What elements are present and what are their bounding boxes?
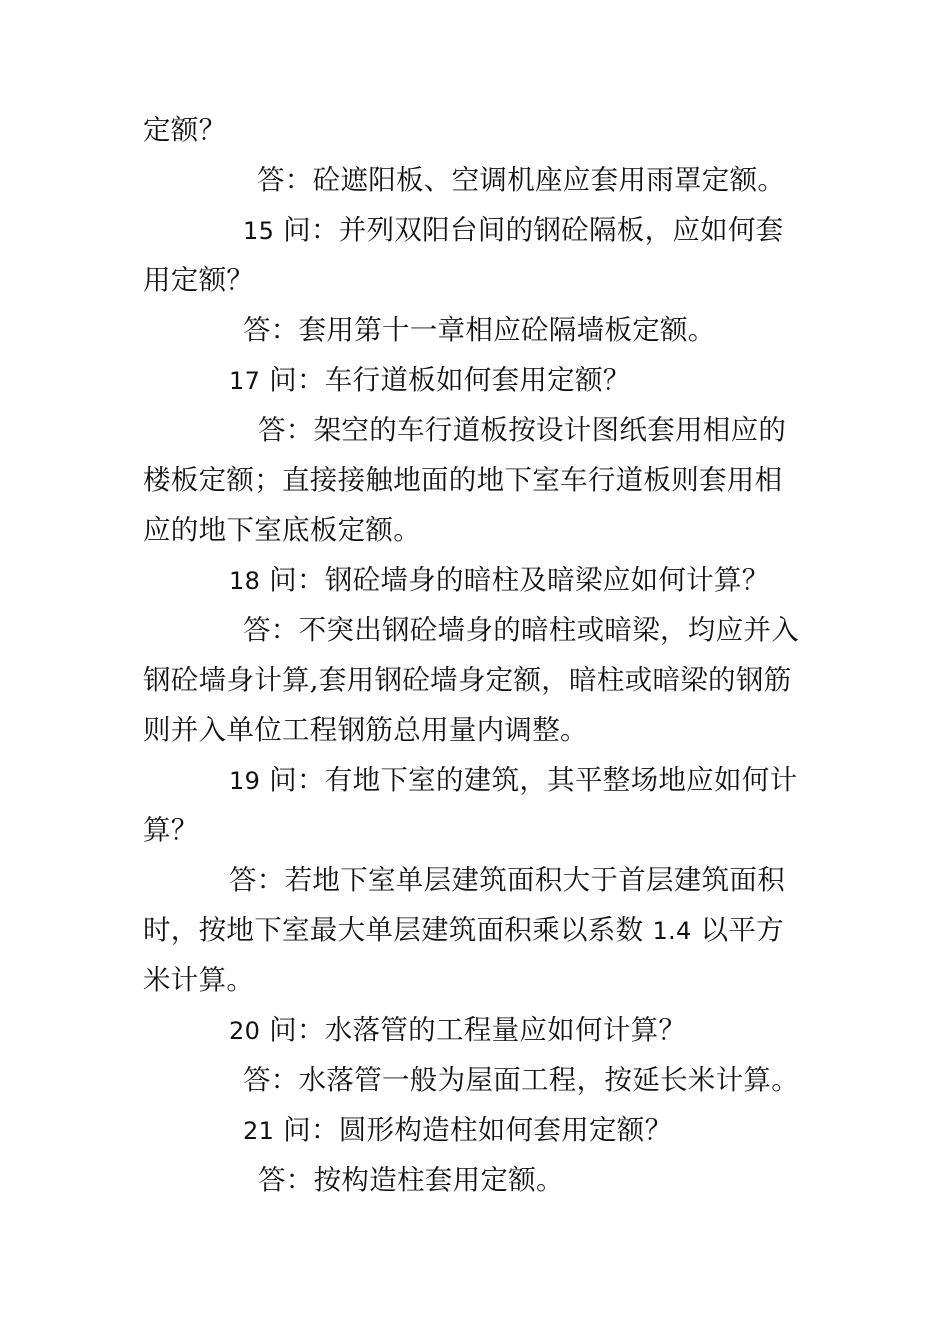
question-line bbox=[243, 1112, 672, 1149]
question-number: 21 bbox=[243, 1117, 275, 1145]
line-text: 用定额？ bbox=[143, 264, 255, 296]
question-line bbox=[229, 562, 770, 599]
line-text: 答：水落管一般为屋面工程，按延长米计算。 bbox=[243, 1064, 799, 1096]
line-text: 答：架空的车行道板按设计图纸套用相应的 bbox=[258, 414, 787, 446]
line-text: 问：车行道板如何套用定额？ bbox=[260, 364, 631, 396]
text-line bbox=[143, 662, 791, 698]
line-text: 钢砼墙身计算,套用钢砼墙身定额，暗柱或暗梁的钢筋 bbox=[143, 664, 792, 696]
text-line bbox=[143, 262, 254, 298]
question-number: 17 bbox=[229, 367, 261, 395]
text-line bbox=[143, 712, 588, 748]
text-line bbox=[143, 912, 784, 949]
line-text: 答：砼遮阳板、空调机座应套用雨罩定额。 bbox=[257, 164, 786, 196]
answer-line bbox=[258, 1162, 564, 1198]
coefficient-value: 1.4 bbox=[652, 917, 692, 945]
line-text: 楼板定额；直接接触地面的地下室车行道板则套用相 bbox=[143, 464, 783, 496]
line-text: 以平方 bbox=[691, 914, 784, 946]
line-text: 答：若地下室单层建筑面积大于首层建筑面积 bbox=[229, 864, 785, 896]
line-text: 时，按地下室最大单层建筑面积乘以系数 bbox=[143, 914, 653, 946]
text-line bbox=[143, 812, 199, 848]
line-text: 则并入单位工程钢筋总用量内调整。 bbox=[143, 714, 588, 746]
line-text: 答：按构造柱套用定额。 bbox=[258, 1164, 564, 1196]
answer-line bbox=[243, 1062, 799, 1098]
question-number: 18 bbox=[229, 567, 261, 595]
line-text: 答：套用第十一章相应砼隔墙板定额。 bbox=[243, 314, 716, 346]
text-line bbox=[143, 962, 254, 998]
answer-line bbox=[243, 612, 799, 648]
question-line bbox=[229, 1012, 686, 1049]
line-text: 问：水落管的工程量应如何计算？ bbox=[260, 1014, 687, 1046]
line-text: 应的地下室底板定额。 bbox=[143, 514, 421, 546]
line-text: 答：不突出钢砼墙身的暗柱或暗梁，均应并入 bbox=[243, 614, 799, 646]
line-text: 米计算。 bbox=[143, 964, 255, 996]
answer-line bbox=[258, 412, 786, 448]
line-text: 问：圆形构造柱如何套用定额？ bbox=[274, 1114, 673, 1146]
question-number: 19 bbox=[229, 767, 261, 795]
text-line bbox=[143, 512, 421, 548]
question-number: 15 bbox=[243, 217, 275, 245]
line-text: 算？ bbox=[143, 814, 199, 846]
question-line bbox=[229, 762, 797, 799]
answer-line bbox=[257, 162, 785, 198]
question-number: 20 bbox=[229, 1017, 261, 1045]
question-line bbox=[243, 212, 784, 249]
answer-line bbox=[243, 312, 716, 348]
text-line bbox=[143, 462, 782, 498]
line-text: 问：钢砼墙身的暗柱及暗梁应如何计算？ bbox=[260, 564, 770, 596]
line-text: 定额？ bbox=[143, 114, 227, 146]
line-text: 问：并列双阳台间的钢砼隔板，应如何套 bbox=[274, 214, 784, 246]
question-line bbox=[229, 362, 631, 399]
text-line bbox=[143, 112, 226, 148]
line-text: 问：有地下室的建筑，其平整场地应如何计 bbox=[260, 764, 798, 796]
answer-line bbox=[229, 862, 785, 898]
